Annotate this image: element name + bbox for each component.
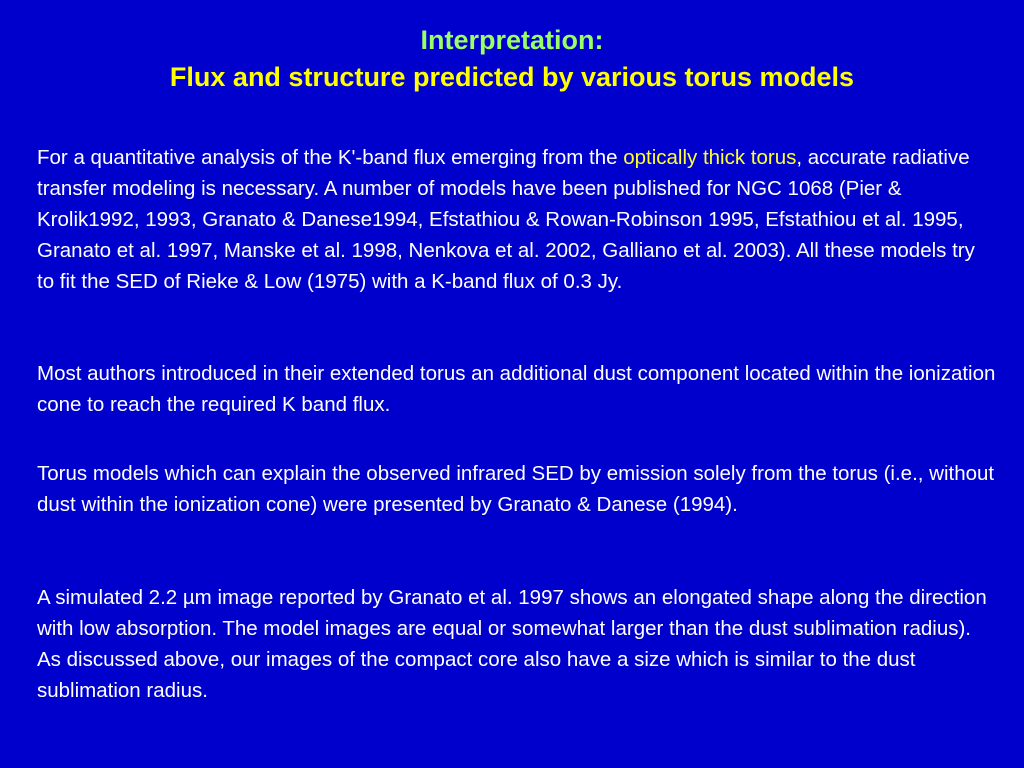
title-line-1: Interpretation:	[420, 25, 604, 55]
paragraph-1-text-start: For a quantitative analysis of the K'-band flux emerging from the	[37, 146, 624, 169]
paragraph-torus-only-models: Torus models which can explain the observed infrared SED by emission solely from the torus (i.e., without dust within the ionization cone) were presented by Granato & Danese (1994).	[37, 462, 995, 516]
highlighted-term: optically thick torus	[623, 146, 797, 169]
title-line-2: Flux and structure predicted by various torus models	[169, 62, 855, 92]
paragraph-simulated-image: A simulated 2.2 µm image reported by Granato et al. 1997 shows an elongated shape along the direction with low absorption. The model images are equal or somewhat larger than the dust sublimation radius). As discussed above, our images of the compact core also have a size which is similar to the dust sublimation radius.	[37, 586, 987, 702]
paragraph-models-overview	[37, 142, 997, 297]
slide-title	[0, 22, 1024, 96]
paragraph-1-text-end: , accurate radiative transfer modeling is necessary. A number of models have been published for NGC 1068 (Pier & Krolik1992, 1993, Granato & Danese1994, Efstathiou & Rowan-Robinson 1995, Efstathiou et al. 1995, Granato et al. 1997, Manske et al. 1998, Nenkova et al. 2002, Galliano et al. 2003). All these models try to fit the SED of Rieke & Low (1975) with a K-band flux of 0.3 Jy.	[37, 146, 975, 293]
paragraph-additional-dust: Most authors introduced in their extended torus an additional dust component located within the ionization cone to reach the required K band flux.	[37, 362, 996, 416]
